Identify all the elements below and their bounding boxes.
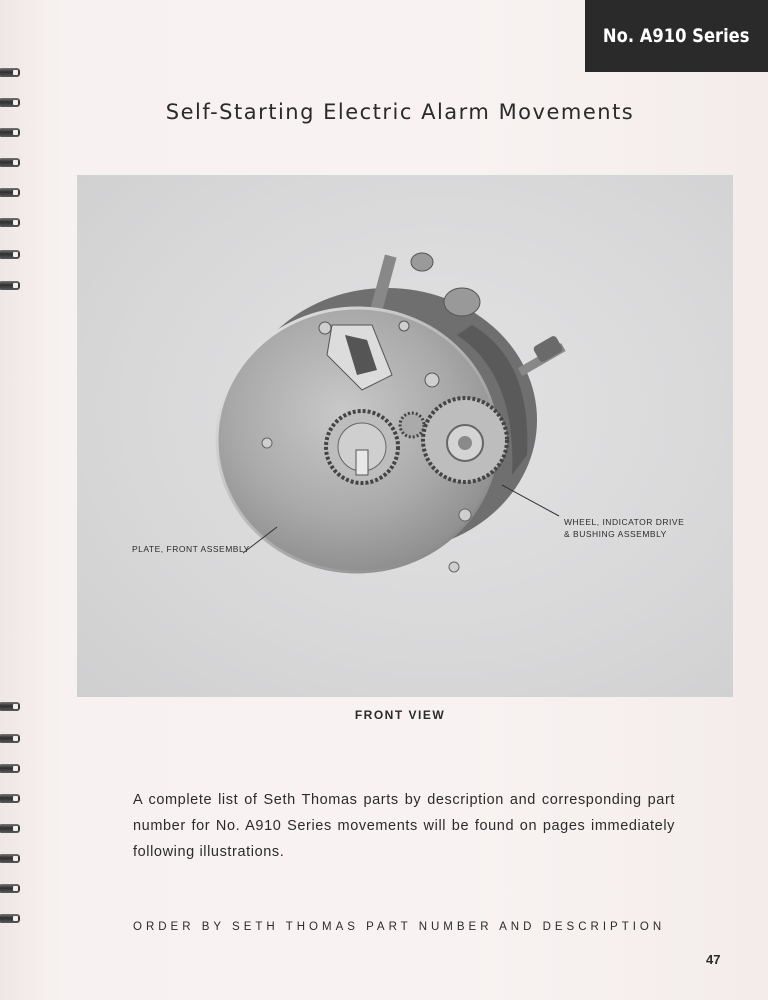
- binding-ring: [0, 854, 20, 863]
- binding-ring: [0, 824, 20, 833]
- figure-caption: FRONT VIEW: [354, 708, 446, 722]
- binding-ring: [0, 188, 20, 197]
- binding-ring: [0, 128, 20, 137]
- binding-ring: [0, 794, 20, 803]
- page-title: Self-Starting Electric Alarm Movements: [165, 100, 635, 124]
- series-tab-label: No. A910 Series: [603, 25, 750, 47]
- binding-ring: [0, 218, 20, 227]
- binding-ring: [0, 68, 20, 77]
- movement-illustration: [77, 175, 733, 697]
- binding-ring: [0, 884, 20, 893]
- center-arbor: [356, 450, 368, 475]
- binding-ring: [0, 734, 20, 743]
- pin: [425, 373, 439, 387]
- spiral-binding: [0, 0, 26, 1000]
- binding-ring: [0, 914, 20, 923]
- wheel-callout-line1: WHEEL, INDICATOR DRIVE: [564, 517, 685, 527]
- pinion-gear: [400, 413, 424, 437]
- pin: [459, 509, 471, 521]
- top-knob: [444, 288, 480, 316]
- plate-callout: PLATE, FRONT ASSEMBLY: [132, 544, 250, 554]
- binding-ring: [0, 764, 20, 773]
- movement-photo: [77, 175, 733, 697]
- binding-ring: [0, 702, 20, 711]
- wheel-callout-line2: & BUSHING ASSEMBLY: [564, 529, 667, 539]
- bushing-center: [458, 436, 472, 450]
- pin: [449, 562, 459, 572]
- series-tab: [585, 0, 768, 72]
- page-number: 47: [706, 952, 721, 967]
- body-paragraph: A complete list of Seth Thomas parts by description and corresponding part number for No. A910 Series movements will be found on pages immediately following illustrations.: [133, 792, 675, 860]
- pin: [399, 321, 409, 331]
- binding-ring: [0, 250, 20, 259]
- binding-ring: [0, 98, 20, 107]
- pin: [319, 322, 331, 334]
- pin: [262, 438, 272, 448]
- alarm-set-knob: [411, 253, 433, 271]
- binding-ring: [0, 158, 20, 167]
- binding-ring: [0, 281, 20, 290]
- wheel-leader-line: [502, 485, 559, 516]
- order-instruction: ORDER BY SETH THOMAS PART NUMBER AND DESCRIPTION: [133, 921, 666, 933]
